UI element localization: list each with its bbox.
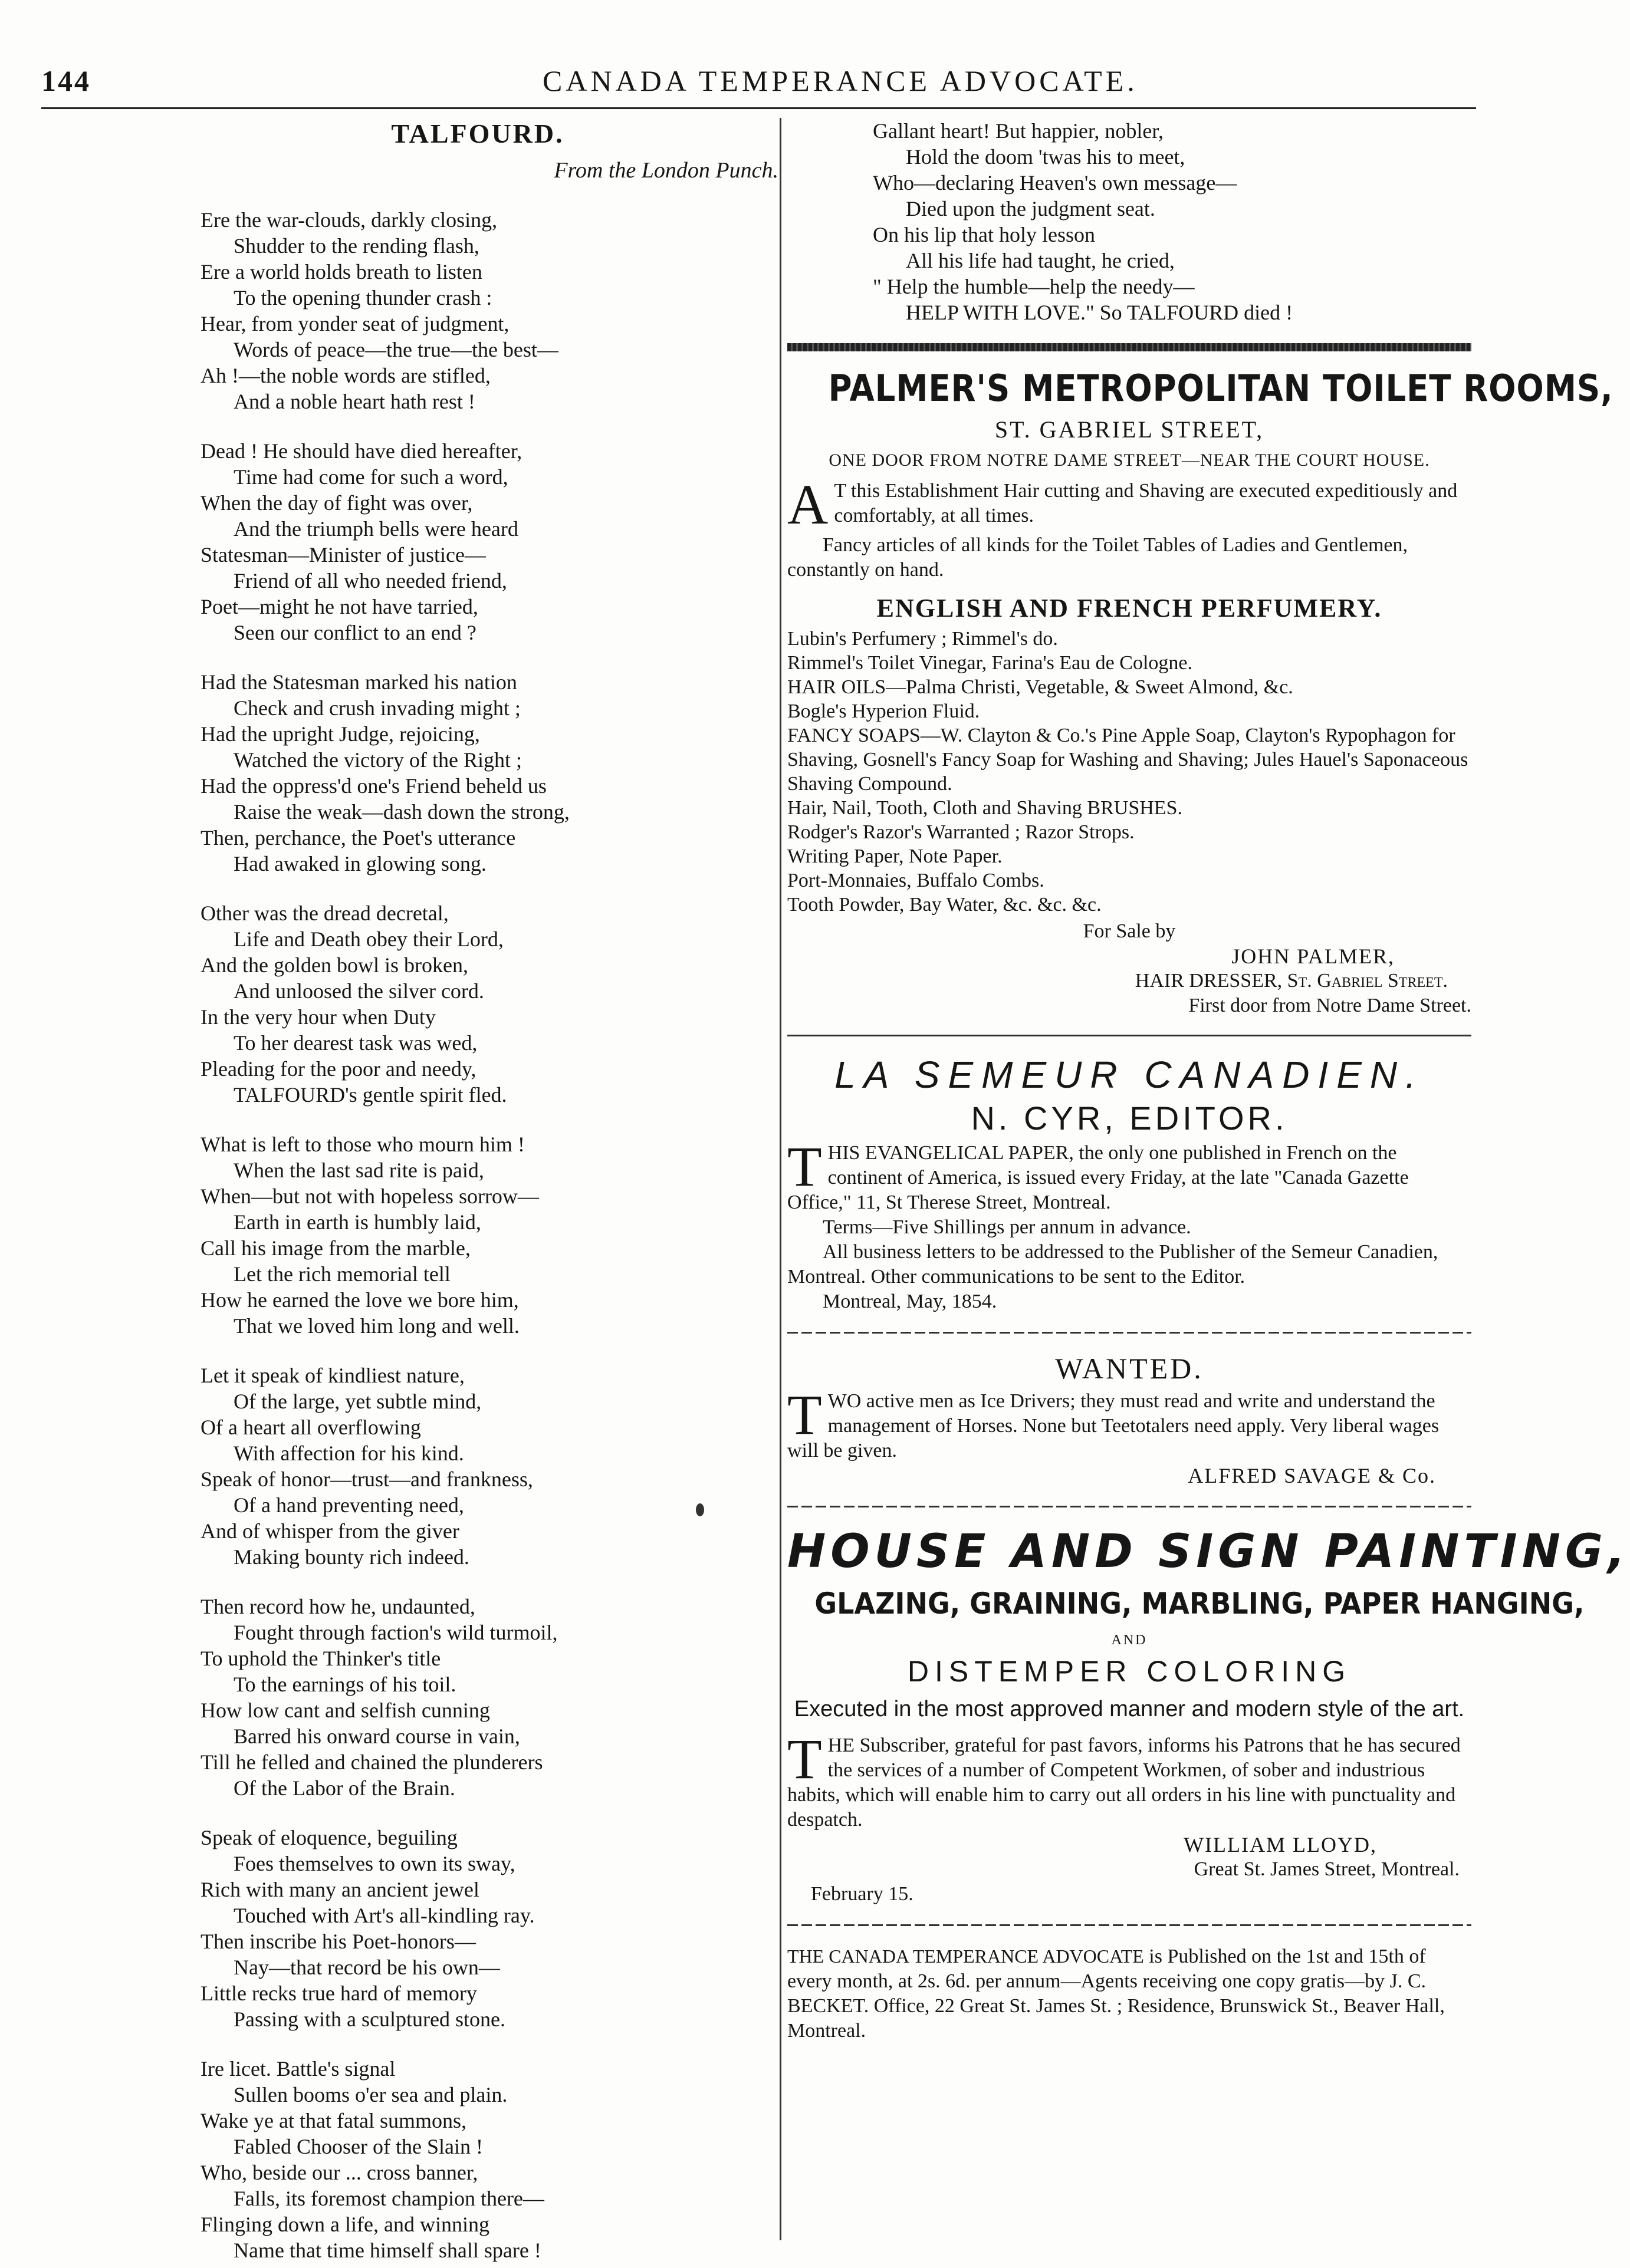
- poem-line: " Help the humble—help the needy—: [873, 275, 1195, 298]
- column-divider: [780, 118, 781, 2240]
- painting-signature: WILLIAM LLOYD,: [1184, 1833, 1377, 1856]
- poem-stanza: [201, 1594, 790, 1801]
- poem-line: Foes themselves to own its sway,: [234, 1852, 515, 1875]
- perfumery-item: Port-Monnaies, Buffalo Combs.: [787, 870, 1044, 891]
- divider-rule: [787, 1924, 1471, 1926]
- poem-line: Raise the weak—dash down the strong,: [234, 800, 570, 824]
- divider-rule: [787, 1332, 1471, 1334]
- drop-cap: T: [787, 1727, 822, 1790]
- poem-line: Call his image from the marble,: [201, 1236, 471, 1260]
- poem-line: That we loved him long and well.: [234, 1314, 520, 1338]
- poem-line: How low cant and selfish cunning: [201, 1698, 490, 1722]
- poem-line: Words of peace—the true—the best—: [234, 338, 558, 361]
- divider-rule: [787, 1035, 1471, 1036]
- left-column: [201, 118, 790, 2263]
- poem-line: With affection for his kind.: [234, 1441, 464, 1465]
- poem-line: HELP WITH LOVE." So TALFOURD died !: [906, 301, 1293, 324]
- poem-line: And the triumph bells were heard: [234, 517, 518, 541]
- poem-line: Ire licet. Battle's signal: [201, 2057, 396, 2081]
- poem-line: Who, beside our ... cross banner,: [201, 2161, 478, 2184]
- poem-line: Making bounty rich indeed.: [234, 1545, 469, 1569]
- poem-line: Then inscribe his Poet-honors—: [201, 1930, 476, 1953]
- perfumery-item: Writing Paper, Note Paper.: [787, 845, 1003, 867]
- poem-line: Gallant heart! But happier, nobler,: [873, 119, 1164, 143]
- poem-line: Of a hand preventing need,: [234, 1493, 464, 1517]
- wanted-title: WANTED.: [1055, 1352, 1204, 1385]
- poem-line: Rich with many an ancient jewel: [201, 1878, 479, 1901]
- drop-cap: A: [787, 473, 829, 536]
- poem-line: Flinging down a life, and winning: [201, 2213, 489, 2236]
- for-sale-label: For Sale by: [1083, 920, 1176, 942]
- poem-stanza: [201, 1131, 790, 1339]
- wanted-signature: ALFRED SAVAGE & Co.: [1188, 1464, 1436, 1487]
- poem-stanza: [201, 1825, 790, 2032]
- palmer-title: PALMER'S METROPOLITAN TOILET ROOMS,: [828, 367, 1613, 410]
- ink-speck: [696, 1503, 704, 1516]
- poem-line: Dead ! He should have died hereafter,: [201, 439, 522, 463]
- palmer-street: ST. GABRIEL STREET,: [994, 416, 1264, 443]
- perfumery-item: Lubin's Perfumery ; Rimmel's do.: [787, 628, 1058, 650]
- painting-title: HOUSE AND SIGN PAINTING,: [787, 1525, 1630, 1578]
- poem-line: Died upon the judgment seat.: [906, 197, 1155, 220]
- painting-distemper: DISTEMPER COLORING: [907, 1655, 1352, 1688]
- painting-body: [787, 1727, 1471, 1832]
- semeur-body: [787, 1135, 1471, 1215]
- poem-line: And the golden bowl is broken,: [201, 953, 468, 977]
- poem-line: Statesman—Minister of justice—: [201, 543, 486, 567]
- painting-address: Great St. James Street, Montreal.: [1194, 1858, 1460, 1880]
- poem-stanza: [201, 1362, 790, 1570]
- semeur-editor: N. CYR, EDITOR.: [971, 1100, 1288, 1137]
- notice-lead: THE CANADA TEMPERANCE ADVOCATE: [787, 1946, 1144, 1967]
- perfumery-item: Hair, Nail, Tooth, Cloth and Shaving BRUSHES.: [787, 797, 1182, 819]
- proprietor-trade: HAIR DRESSER, St. Gabriel Street.: [1135, 970, 1448, 992]
- poem-line: Ere a world holds breath to listen: [201, 260, 482, 284]
- poem-line: Time had come for such a word,: [234, 465, 508, 489]
- wanted-body: [787, 1383, 1471, 1463]
- poem-line: All his life had taught, he cried,: [906, 249, 1175, 272]
- poem-line: When the last sad rite is paid,: [234, 1158, 484, 1182]
- semeur-letters: All business letters to be addressed to the Publisher of the Semeur Canadien, Montreal. Other communications to be sent to the Editor.: [787, 1241, 1438, 1288]
- painting-body-text: HE Subscriber, grateful for past favors, informs his Patrons that he has secured the services of a number of Competent Workmen, of sober and industrious habits, which will enable him to carry out all orders in his line with punctuality and despatch.: [787, 1734, 1461, 1831]
- poem-line: Falls, its foremost champion there—: [234, 2187, 544, 2210]
- poem-line: Speak of honor—trust—and frankness,: [201, 1467, 533, 1491]
- poem-line: How he earned the love we bore him,: [201, 1288, 519, 1312]
- drop-cap: T: [787, 1383, 822, 1446]
- poem-line: Then record how he, undaunted,: [201, 1595, 475, 1618]
- poem-line: To the opening thunder crash :: [234, 286, 492, 310]
- perfumery-list: [787, 627, 1471, 917]
- page-number: 144: [41, 64, 91, 97]
- semeur-advertisement: [787, 1053, 1471, 1314]
- painting-and: AND: [1111, 1632, 1148, 1648]
- palmer-intro: [787, 473, 1471, 536]
- drop-cap: T: [787, 1135, 822, 1198]
- poem-stanzas: [201, 207, 790, 2263]
- poem-line: Touched with Art's all-kindling ray.: [234, 1904, 535, 1927]
- poem-line: Had the Statesman marked his nation: [201, 670, 517, 694]
- perfumery-item: Tooth Powder, Bay Water, &c. &c. &c.: [787, 894, 1102, 916]
- poem-line: Of the Labor of the Brain.: [234, 1776, 455, 1800]
- semeur-title: LA SEMEUR CANADIEN.: [834, 1054, 1424, 1096]
- poem-line: Till he felled and chained the plunderers: [201, 1750, 543, 1774]
- palmer-intro-text: T this Establishment Hair cutting and Shaving are executed expeditiously and comfortably, at all times.: [834, 480, 1458, 526]
- poem-line: Fought through faction's wild turmoil,: [234, 1621, 558, 1644]
- poem-line: Shudder to the rending flash,: [234, 234, 479, 258]
- poem-line: To the earnings of his toil.: [234, 1673, 456, 1696]
- poem-continuation: [787, 118, 1471, 325]
- proprietor-name: JOHN PALMER,: [1231, 944, 1395, 968]
- poem-line: Fabled Chooser of the Slain !: [234, 2135, 483, 2158]
- poem-line: Little recks true hard of memory: [201, 1981, 477, 2005]
- poem-line: Of the large, yet subtle mind,: [234, 1390, 482, 1413]
- perfumery-item: FANCY SOAPS—W. Clayton & Co.'s Pine Apple Soap, Clayton's Rypophagon for Shaving, Gosnell's Fancy Soap for Washing and Shaving; Jules Hauel's Saponaceous Shaving Compound.: [787, 725, 1468, 795]
- palmer-fancy-articles: Fancy articles of all kinds for the Toilet Tables of Ladies and Gentlemen, constantly on hand.: [787, 534, 1408, 581]
- poem-line: Let it speak of kindliest nature,: [201, 1364, 465, 1387]
- poem-line: What is left to those who mourn him !: [201, 1133, 525, 1156]
- poem-line: On his lip that holy lesson: [873, 223, 1095, 246]
- painting-date: February 15.: [811, 1883, 913, 1905]
- page-header: [41, 64, 1476, 105]
- right-column: [787, 118, 1630, 2043]
- poem-line: TALFOURD's gentle spirit fled.: [234, 1083, 507, 1107]
- poem-line: Poet—might he not have tarried,: [201, 595, 478, 618]
- ornamental-rule: [787, 343, 1471, 351]
- palmer-location: ONE DOOR FROM NOTRE DAME STREET—NEAR THE COURT HOUSE.: [829, 450, 1430, 470]
- semeur-dateline: Montreal, May, 1854.: [823, 1291, 997, 1312]
- poem-line: To uphold the Thinker's title: [201, 1647, 441, 1670]
- perfumery-item: Rimmel's Toilet Vinegar, Farina's Eau de Cologne.: [787, 652, 1192, 674]
- poem-stanza: [201, 438, 790, 646]
- proprietor-address: First door from Notre Dame Street.: [1188, 995, 1471, 1016]
- wanted-advertisement: [787, 1351, 1471, 1488]
- poem-stanza: [201, 669, 790, 877]
- poem-line: Earth in earth is humbly laid,: [234, 1210, 481, 1234]
- poem-line: And a noble heart hath rest !: [234, 390, 475, 413]
- poem-line: Nay—that record be his own—: [234, 1956, 500, 1979]
- poem-line: Wake ye at that fatal summons,: [201, 2109, 466, 2132]
- poem-line: And unloosed the silver cord.: [234, 979, 484, 1003]
- poem-line: Hear, from yonder seat of judgment,: [201, 312, 510, 335]
- header-rule: [41, 107, 1476, 109]
- paper-title: CANADA TEMPERANCE ADVOCATE.: [543, 64, 1138, 97]
- palmer-advertisement: [787, 367, 1613, 1018]
- poem-line: Passing with a sculptured stone.: [234, 2007, 505, 2031]
- poem-line: To her dearest task was wed,: [234, 1031, 478, 1055]
- notice-text: is Published on the 1st and 15th of every month, at 2s. 6d. per annum—Agents receiving one copy gratis—by J. C. BECKET. Office, 22 Great St. James St. ; Residence, Brunswick St., Beaver Hall, Montreal.: [787, 1946, 1445, 2042]
- poem-line: Of a heart all overflowing: [201, 1416, 421, 1439]
- perfumery-item: Bogle's Hyperion Fluid.: [787, 700, 980, 722]
- perfumery-item: Rodger's Razor's Warranted ; Razor Strops.: [787, 821, 1135, 843]
- publication-notice: [787, 1944, 1471, 2043]
- poem-line: Name that time himself shall spare !: [234, 2239, 541, 2262]
- poem-line: Had awaked in glowing song.: [234, 852, 487, 875]
- poem-line: Ah !—the noble words are stifled,: [201, 364, 491, 387]
- perfumery-heading: ENGLISH AND FRENCH PERFUMERY.: [876, 594, 1382, 623]
- poem-line: Pleading for the poor and needy,: [201, 1057, 476, 1081]
- poem-line: Ere the war-clouds, darkly closing,: [201, 208, 498, 232]
- poem-line: Had the oppress'd one's Friend beheld us: [201, 774, 547, 798]
- painting-executed: Executed in the most approved manner and modern style of the art.: [794, 1697, 1465, 1721]
- semeur-body-text: HIS EVANGELICAL PAPER, the only one published in French on the continent of America, is issued every Friday, at the late "Canada Gazette Office," 11, St Therese Street, Montreal.: [787, 1142, 1409, 1213]
- poem-stanza: [201, 900, 790, 1108]
- divider-rule: [787, 1506, 1471, 1507]
- poem-line: Seen our conflict to an end ?: [234, 621, 476, 644]
- poem-line: When the day of fight was over,: [201, 491, 473, 515]
- poem-line: Who—declaring Heaven's own message—: [873, 171, 1237, 195]
- poem-line: Hold the doom 'twas his to meet,: [906, 145, 1185, 169]
- poem-stanza: [201, 2056, 790, 2263]
- poem-line: Had the upright Judge, rejoicing,: [201, 722, 480, 746]
- poem-source: From the London Punch.: [554, 158, 778, 183]
- painting-subtitle: GLAZING, GRAINING, MARBLING, PAPER HANGING,: [814, 1586, 1585, 1621]
- poem-stanza: [201, 207, 790, 414]
- poem-line: Watched the victory of the Right ;: [234, 748, 522, 772]
- poem-line: Friend of all who needed friend,: [234, 569, 507, 592]
- poem-line: Check and crush invading might ;: [234, 696, 521, 720]
- poem-line: Then, perchance, the Poet's utterance: [201, 826, 516, 850]
- poem-line: Let the rich memorial tell: [234, 1262, 451, 1286]
- poem-title: TALFOURD.: [391, 118, 564, 149]
- poem-line: Life and Death obey their Lord,: [234, 927, 504, 951]
- poem-line: Barred his onward course in vain,: [234, 1724, 520, 1748]
- wanted-body-text: WO active men as Ice Drivers; they must read and write and understand the management of Horses. None but Teetotalers need apply. Very liberal wages will be given.: [787, 1390, 1440, 1461]
- perfumery-item: HAIR OILS—Palma Christi, Vegetable, & Sweet Almond, &c.: [787, 676, 1293, 698]
- poem-line: And of whisper from the giver: [201, 1519, 459, 1543]
- poem-line: Sullen booms o'er sea and plain.: [234, 2083, 508, 2106]
- semeur-terms: Terms—Five Shillings per annum in advance.: [823, 1216, 1191, 1238]
- poem-line: Other was the dread decretal,: [201, 901, 449, 925]
- poem-line: In the very hour when Duty: [201, 1005, 436, 1029]
- poem-line: Speak of eloquence, beguiling: [201, 1826, 458, 1849]
- poem-line: When—but not with hopeless sorrow—: [201, 1184, 539, 1208]
- painting-advertisement: [787, 1525, 1630, 1907]
